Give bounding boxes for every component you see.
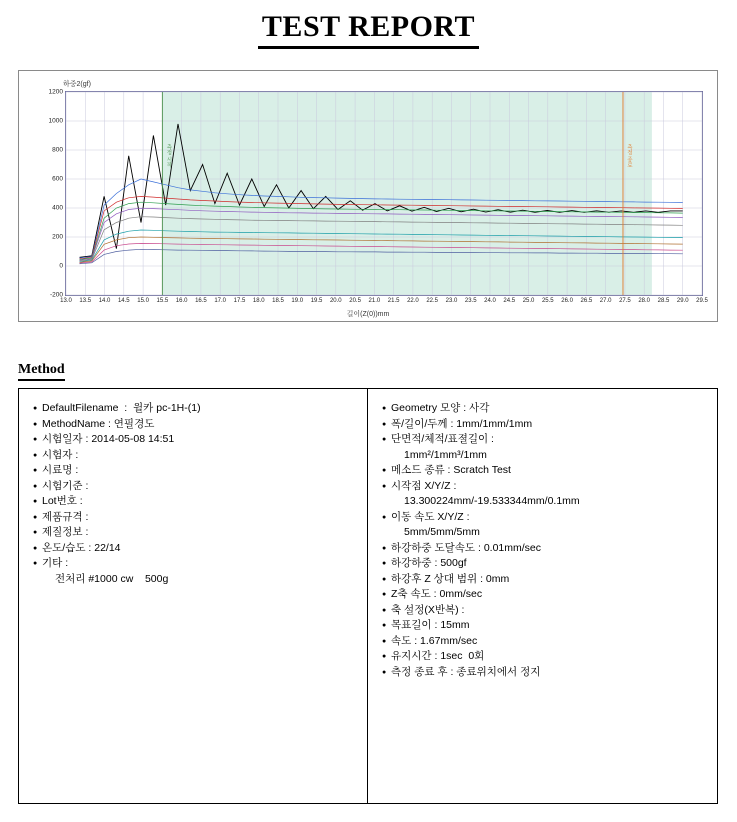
- method-item: ● MethodName : 연필경도: [33, 417, 357, 433]
- chart-plot-area: [48, 88, 708, 304]
- method-item: ● 단면적/체적/표졀길이 :: [382, 432, 707, 448]
- chart-x-tick: 29.0: [676, 298, 689, 304]
- method-item: ● Lot번호 :: [33, 494, 357, 510]
- method-item: ● 제품규격 :: [33, 510, 357, 526]
- method-item: ● 유지시간 : 1sec 0회: [382, 649, 707, 665]
- page-title: TEST REPORT: [0, 10, 737, 51]
- chart-y-tick: -200: [49, 291, 63, 299]
- chart-x-tick: 15.0: [137, 298, 149, 304]
- chart-x-tick: 15.5: [156, 298, 169, 304]
- method-item: ● 목표길이 : 15mm: [382, 618, 707, 634]
- chart-x-axis-label: 길이(Z(0))mm: [346, 311, 390, 318]
- method-item: ● 폭/길이/두께 : 1mm/1mm/1mm: [382, 417, 707, 433]
- chart-y-axis-label: 하중2(gf): [63, 81, 91, 88]
- chart-y-tick: 400: [52, 204, 63, 212]
- method-item: ● 시작점 X/Y/Z :: [382, 479, 707, 495]
- chart-x-tick: 23.5: [464, 298, 477, 304]
- chart-x-tick: 14.0: [98, 298, 111, 304]
- chart-x-tick: 26.5: [580, 298, 593, 304]
- method-item: ● DefaultFilename : 윌카 pc-1H-(1): [33, 401, 357, 417]
- chart-y-tick: 200: [52, 233, 63, 241]
- chart-x-tick: 28.0: [638, 298, 651, 304]
- chart-marker-label: 측정 시작: [165, 144, 172, 168]
- method-item: ● 측정 종료 후 : 종료위치에서 정지: [382, 665, 707, 681]
- chart-y-tick: 800: [52, 146, 63, 154]
- method-item: ● 온도/습도 : 22/14: [33, 541, 357, 557]
- chart-x-tick: 24.5: [503, 298, 516, 304]
- chart-x-tick: 26.0: [561, 298, 573, 304]
- method-item: ● 이동 속도 X/Y/Z :: [382, 510, 707, 526]
- chart-svg: [66, 92, 702, 295]
- chart-y-tick: 1000: [48, 117, 63, 125]
- chart-x-tick: 16.5: [195, 298, 207, 304]
- chart-x-tick: 27.5: [619, 298, 631, 304]
- method-item: ● 하강하중 : 500gf: [382, 556, 707, 572]
- chart-y-tick: 1200: [48, 88, 63, 96]
- chart-x-tick: 19.5: [310, 298, 323, 304]
- chart-x-tick: 24.0: [484, 298, 496, 304]
- chart-x-tick: 22.0: [407, 298, 419, 304]
- method-item-note: 전처리 #1000 cw 500g: [55, 572, 169, 585]
- method-item-continuation: 1mm²/1mm³/1mm: [404, 448, 487, 461]
- method-item: ● 시험일자 : 2014-05-08 14:51: [33, 432, 357, 448]
- method-item: ● 축 설정(X반복) :: [382, 603, 707, 619]
- chart-x-tick: 28.5: [657, 298, 670, 304]
- method-item: ● 기타 :: [33, 556, 357, 572]
- method-item: ● 시료명 :: [33, 463, 357, 479]
- chart-x-tick: 23.0: [445, 298, 458, 304]
- chart-x-tick: 20.5: [349, 298, 361, 304]
- chart-x-tick: 17.0: [214, 298, 227, 304]
- chart-container: [18, 70, 718, 322]
- chart-x-tick: 21.0: [368, 298, 381, 304]
- method-item-continuation: 13.300224mm/-19.533344mm/0.1mm: [404, 495, 580, 507]
- chart-x-tick: 19.0: [291, 298, 304, 304]
- report-page: [0, 10, 737, 822]
- chart-inner: [19, 71, 717, 321]
- chart-y-tick: 0: [59, 262, 63, 270]
- method-item: ● 시험기준 :: [33, 479, 357, 495]
- method-item-continuation: 5mm/5mm/5mm: [404, 526, 480, 538]
- chart-x-tick: 18.0: [252, 298, 265, 304]
- method-item: ● 속도 : 1.67mm/sec: [382, 634, 707, 650]
- chart-x-tick: 29.5: [696, 298, 708, 304]
- chart-x-tick: 13.5: [79, 298, 92, 304]
- chart-x-tick: 27.0: [599, 298, 612, 304]
- method-item: ● Geometry 모양 : 사각: [382, 401, 707, 417]
- chart-x-tick: 25.5: [541, 298, 554, 304]
- method-heading: Method: [18, 362, 65, 381]
- chart-x-tick: 20.0: [329, 298, 342, 304]
- chart-y-tick: 600: [52, 175, 63, 183]
- chart-marker-label: 측정 종료: [625, 144, 632, 168]
- method-item: ● 하강하중 도달속도 : 0.01mm/sec: [382, 541, 707, 557]
- method-item: ● 시험자 :: [33, 448, 357, 464]
- method-item: ● 메소드 종류 : Scratch Test: [382, 463, 707, 479]
- chart-x-tick: 18.5: [272, 298, 284, 304]
- chart-x-tick: 21.5: [387, 298, 400, 304]
- method-table: [18, 388, 718, 804]
- method-item: ● 하강후 Z 상대 범위 : 0mm: [382, 572, 707, 588]
- chart-x-tick: 25.0: [522, 298, 535, 304]
- chart-x-tick: 14.5: [117, 298, 130, 304]
- method-column-left: [19, 389, 368, 803]
- chart-x-tick: 17.5: [233, 298, 246, 304]
- chart-x-tick: 22.5: [426, 298, 439, 304]
- method-column-right: [368, 389, 717, 803]
- chart-x-tick: 13.0: [60, 298, 72, 304]
- chart-x-tick: 16.0: [175, 298, 188, 304]
- method-item: ● 제질정보 :: [33, 525, 357, 541]
- method-item: ● Z축 속도 : 0mm/sec: [382, 587, 707, 603]
